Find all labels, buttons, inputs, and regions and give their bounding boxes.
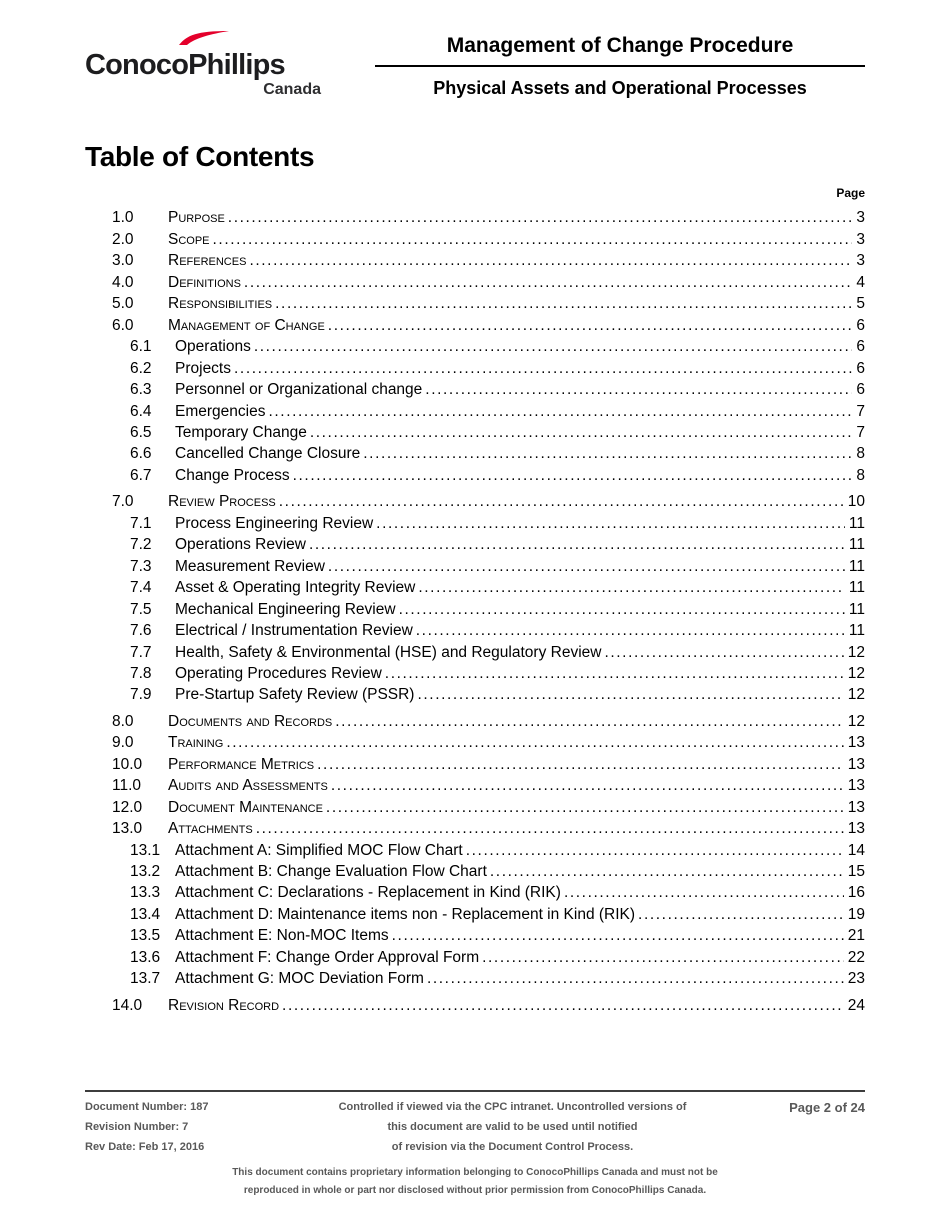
toc-entry-number: 6.5 xyxy=(130,423,152,441)
toc-entry-page: 8 xyxy=(856,466,865,484)
toc-entry-number: 6.4 xyxy=(130,402,152,420)
toc-dot-leader xyxy=(335,711,844,732)
toc-entry-label: Electrical / Instrumentation Review xyxy=(175,622,413,640)
toc-dot-leader xyxy=(326,797,844,818)
toc-entry-label: Attachment F: Change Order Approval Form xyxy=(175,948,480,966)
toc-entry-page: 6 xyxy=(856,381,865,399)
toc-dot-leader xyxy=(275,293,852,314)
toc-entry-page: 7 xyxy=(856,402,865,420)
toc-entry xyxy=(85,315,865,336)
toc-entry-label: Scope xyxy=(168,230,210,248)
header-title-block xyxy=(375,30,865,99)
toc-dot-leader xyxy=(213,229,853,250)
toc-entry-page: 3 xyxy=(856,230,865,248)
document-footer xyxy=(85,1090,865,1199)
toc-entry-label: References xyxy=(168,252,247,270)
toc-dot-leader xyxy=(564,882,844,903)
toc-dot-leader xyxy=(310,422,853,443)
toc-entry-label: Operating Procedures Review xyxy=(175,664,382,682)
toc-entry-page: 3 xyxy=(856,252,865,270)
toc-entry-number: 4.0 xyxy=(112,273,134,291)
toc-entry xyxy=(85,711,865,732)
toc-entry xyxy=(85,272,865,293)
toc-entry-number: 7.9 xyxy=(130,686,152,704)
toc-entry-page: 24 xyxy=(847,996,865,1014)
toc-entry-page: 3 xyxy=(856,209,865,227)
toc-dot-leader xyxy=(418,577,845,598)
toc-dot-leader xyxy=(328,556,845,577)
toc-entry xyxy=(85,797,865,818)
toc-entry-page: 11 xyxy=(848,600,865,618)
toc-entry-label: Attachment D: Maintenance items non - Replacement in Kind (RIK) xyxy=(175,905,636,923)
footer-revision-date: Rev Date: Feb 17, 2016 xyxy=(85,1140,205,1153)
toc-entry-page: 12 xyxy=(847,686,865,704)
toc-entry-page: 11 xyxy=(848,622,865,640)
toc-entry-number: 6.3 xyxy=(130,381,152,399)
toc-entry-page: 15 xyxy=(847,863,865,881)
toc-entry-number: 13.7 xyxy=(130,970,161,988)
toc-entry-label: Attachment B: Change Evaluation Flow Chart xyxy=(175,863,487,881)
toc-entry-page: 10 xyxy=(847,493,865,511)
toc-dot-leader xyxy=(226,732,843,753)
footer-document-number: Document Number: 187 xyxy=(85,1101,209,1113)
toc-dot-leader xyxy=(317,754,844,775)
toc-entry-label: Pre-Startup Safety Review (PSSR) xyxy=(175,686,415,704)
toc-entry-number: 7.4 xyxy=(130,579,152,597)
toc-entry xyxy=(85,465,865,486)
toc-dot-leader xyxy=(309,534,845,555)
toc-title: Table of Contents xyxy=(85,141,315,173)
toc-entry-number: 6.0 xyxy=(112,316,134,334)
footer-columns xyxy=(85,1098,865,1157)
toc-entry-number: 13.4 xyxy=(130,905,161,923)
toc-dot-leader xyxy=(228,207,853,228)
toc-entry-number: 6.2 xyxy=(130,359,152,377)
toc-entry-page: 12 xyxy=(847,664,865,682)
document-title: Management of Change Procedure xyxy=(446,34,794,57)
toc-entry xyxy=(85,491,865,512)
toc-entry-page: 11 xyxy=(848,536,865,554)
toc-entry xyxy=(85,358,865,379)
toc-entry xyxy=(85,995,865,1016)
toc-entry-number: 7.0 xyxy=(112,493,134,511)
toc-dot-leader xyxy=(416,620,845,641)
footer-notice-line: This document contains proprietary information belonging to ConocoPhillips Canada and must not be xyxy=(232,1167,718,1179)
toc-entry-number: 9.0 xyxy=(112,734,134,752)
toc-entry-page: 14 xyxy=(847,841,865,859)
toc-dot-leader xyxy=(466,840,844,861)
logo-region-label: Canada xyxy=(263,81,321,99)
toc-entry-label: Change Process xyxy=(175,466,290,484)
toc-entry xyxy=(85,379,865,400)
toc-entry-label: Cancelled Change Closure xyxy=(175,445,361,463)
toc-entry-number: 5.0 xyxy=(112,295,134,313)
toc-entry xyxy=(85,229,865,250)
toc-dot-leader xyxy=(638,904,844,925)
header-divider xyxy=(375,65,865,67)
toc-entry-number: 6.6 xyxy=(130,445,152,463)
toc-entry-page: 13 xyxy=(847,820,865,838)
toc-entry-number: 7.8 xyxy=(130,664,152,682)
toc-entry-number: 7.1 xyxy=(130,514,152,532)
toc-entry-label: Documents and Records xyxy=(168,712,333,730)
toc-dot-leader xyxy=(363,443,852,464)
toc-dot-leader xyxy=(331,775,844,796)
toc-entry-label: Personnel or Organizational change xyxy=(175,381,423,399)
toc-dot-leader xyxy=(279,491,844,512)
toc-entry xyxy=(85,443,865,464)
toc-entry-label: Definitions xyxy=(168,273,241,291)
document-header xyxy=(0,0,950,99)
toc-entry-label: Operations Review xyxy=(175,536,306,554)
toc-entry-page: 5 xyxy=(856,295,865,313)
toc-entry-label: Mechanical Engineering Review xyxy=(175,600,396,618)
toc-entry-page: 6 xyxy=(856,338,865,356)
toc-entry-number: 7.7 xyxy=(130,643,152,661)
toc-entry-number: 11.0 xyxy=(112,777,142,795)
toc-entry xyxy=(85,293,865,314)
document-subtitle: Physical Assets and Operational Processes xyxy=(433,78,807,98)
toc-entry-page: 11 xyxy=(848,514,865,532)
toc-entry-number: 10.0 xyxy=(112,755,143,773)
toc-entry-page: 21 xyxy=(847,927,865,945)
toc-entry-number: 13.1 xyxy=(130,841,161,859)
toc-entry-label: Management of Change xyxy=(168,316,325,334)
toc-entry xyxy=(85,968,865,989)
toc-entry xyxy=(85,336,865,357)
toc-entry-label: Emergencies xyxy=(175,402,266,420)
toc-dot-leader xyxy=(234,358,852,379)
footer-control-statement xyxy=(280,1098,745,1157)
toc-entry-label: Temporary Change xyxy=(175,423,307,441)
footer-control-line: Controlled if viewed via the CPC intranet. Uncontrolled versions of xyxy=(338,1101,687,1113)
toc-entry-page: 13 xyxy=(847,734,865,752)
toc-entry xyxy=(85,732,865,753)
toc-dot-leader xyxy=(244,272,852,293)
toc-entry-number: 2.0 xyxy=(112,230,134,248)
toc-entry-label: Attachment C: Declarations - Replacement in Kind (RIK) xyxy=(175,884,561,902)
footer-control-line: this document are valid to be used until notified xyxy=(387,1120,638,1133)
toc-entry xyxy=(85,599,865,620)
toc-entry-page: 16 xyxy=(847,884,865,902)
toc-entry xyxy=(85,947,865,968)
toc-entry-page: 22 xyxy=(847,948,865,966)
toc-entry-page: 13 xyxy=(847,798,865,816)
toc-entry xyxy=(85,882,865,903)
toc-dot-leader xyxy=(425,379,852,400)
toc-entry-page: 12 xyxy=(847,643,865,661)
toc-entry-label: Attachment E: Non-MOC Items xyxy=(175,927,389,945)
toc-entry xyxy=(85,250,865,271)
toc-dot-leader xyxy=(249,250,852,271)
toc-entry xyxy=(85,904,865,925)
toc-entry-number: 13.6 xyxy=(130,948,161,966)
toc-dot-leader xyxy=(399,599,845,620)
toc-section xyxy=(0,141,950,1016)
toc-entry-label: Attachments xyxy=(168,820,253,838)
toc-dot-leader xyxy=(482,947,844,968)
toc-entry-label: Operations xyxy=(175,338,251,356)
toc-entry-number: 13.5 xyxy=(130,927,161,945)
toc-entry-label: Review Process xyxy=(168,493,276,511)
toc-entry-page: 11 xyxy=(848,579,865,597)
footer-proprietary-notice xyxy=(85,1164,865,1199)
toc-entry-page: 13 xyxy=(847,755,865,773)
toc-entry xyxy=(85,840,865,861)
toc-entry xyxy=(85,556,865,577)
toc-entry-number: 8.0 xyxy=(112,712,134,730)
toc-dot-leader xyxy=(293,465,853,486)
toc-entry-number: 3.0 xyxy=(112,252,134,270)
toc-entry-label: Responsibilities xyxy=(168,295,273,313)
toc-entry xyxy=(85,925,865,946)
toc-entry-label: Attachment A: Simplified MOC Flow Chart xyxy=(175,841,463,859)
toc-entry-label: Attachment G: MOC Deviation Form xyxy=(175,970,424,988)
toc-entry xyxy=(85,620,865,641)
toc-entry-label: Performance Metrics xyxy=(168,755,315,773)
toc-entry-page: 6 xyxy=(856,316,865,334)
toc-entry-number: 7.3 xyxy=(130,557,152,575)
conocophillips-logo xyxy=(85,30,337,99)
footer-revision-number: Revision Number: 7 xyxy=(85,1120,189,1133)
toc-entry-number: 12.0 xyxy=(112,798,143,816)
toc-entry-label: Health, Safety & Environmental (HSE) and Regulatory Review xyxy=(175,643,602,661)
toc-dot-leader xyxy=(385,663,844,684)
toc-dot-leader xyxy=(417,684,843,705)
toc-entry-number: 7.2 xyxy=(130,536,152,554)
toc-entry-label: Revision Record xyxy=(168,996,280,1014)
toc-entry-label: Asset & Operating Integrity Review xyxy=(175,579,416,597)
toc-dot-leader xyxy=(256,818,844,839)
page-column-label: Page xyxy=(836,186,865,201)
toc-entry-label: Document Maintenance xyxy=(168,798,323,816)
toc-entry-number: 13.0 xyxy=(112,820,143,838)
toc-dot-leader xyxy=(376,513,845,534)
toc-entry-page: 8 xyxy=(856,445,865,463)
toc-dot-leader xyxy=(427,968,844,989)
toc-entry xyxy=(85,861,865,882)
toc-entry xyxy=(85,818,865,839)
toc-entry-number: 6.7 xyxy=(130,466,152,484)
toc-entry-page: 12 xyxy=(847,712,865,730)
toc-list xyxy=(85,207,865,1016)
toc-dot-leader xyxy=(604,642,843,663)
toc-entry xyxy=(85,775,865,796)
toc-entry-number: 13.3 xyxy=(130,884,161,902)
toc-entry-label: Process Engineering Review xyxy=(175,514,374,532)
toc-dot-leader xyxy=(282,995,844,1016)
toc-entry-label: Audits and Assessments xyxy=(168,777,328,795)
toc-dot-leader xyxy=(328,315,853,336)
toc-entry xyxy=(85,422,865,443)
toc-entry-number: 13.2 xyxy=(130,863,161,881)
toc-entry-page: 7 xyxy=(856,423,865,441)
toc-entry-page: 4 xyxy=(856,273,865,291)
logo-wordmark: ConocoPhillips xyxy=(85,49,285,81)
toc-entry-number: 14.0 xyxy=(112,996,143,1014)
toc-entry-page: 23 xyxy=(847,970,865,988)
footer-control-line: of revision via the Document Control Process. xyxy=(391,1140,634,1153)
toc-entry-page: 13 xyxy=(847,777,865,795)
toc-entry-label: Purpose xyxy=(168,209,225,227)
toc-entry-page: 19 xyxy=(847,905,865,923)
logo-swoosh-icon xyxy=(177,30,231,46)
toc-entry xyxy=(85,534,865,555)
footer-page-indicator: Page 2 of 24 xyxy=(789,1100,865,1115)
toc-entry xyxy=(85,577,865,598)
toc-entry xyxy=(85,684,865,705)
toc-entry xyxy=(85,207,865,228)
footer-document-info xyxy=(85,1098,280,1157)
toc-dot-leader xyxy=(268,401,852,422)
toc-entry-label: Training xyxy=(168,734,224,752)
toc-dot-leader xyxy=(392,925,844,946)
toc-dot-leader xyxy=(254,336,853,357)
toc-entry-page: 11 xyxy=(848,557,865,575)
toc-entry xyxy=(85,513,865,534)
toc-entry-label: Projects xyxy=(175,359,231,377)
toc-dot-leader xyxy=(490,861,844,882)
toc-entry xyxy=(85,401,865,422)
footer-notice-line: reproduced in whole or part nor disclosed without prior permission from ConocoPhillips Canada. xyxy=(243,1184,707,1196)
toc-entry-number: 6.1 xyxy=(130,338,152,356)
toc-entry xyxy=(85,754,865,775)
toc-entry-number: 7.5 xyxy=(130,600,152,618)
toc-entry xyxy=(85,663,865,684)
toc-entry-page: 6 xyxy=(856,359,865,377)
toc-entry xyxy=(85,642,865,663)
toc-entry-number: 7.6 xyxy=(130,622,152,640)
toc-entry-number: 1.0 xyxy=(112,209,134,227)
toc-entry-label: Measurement Review xyxy=(175,557,325,575)
